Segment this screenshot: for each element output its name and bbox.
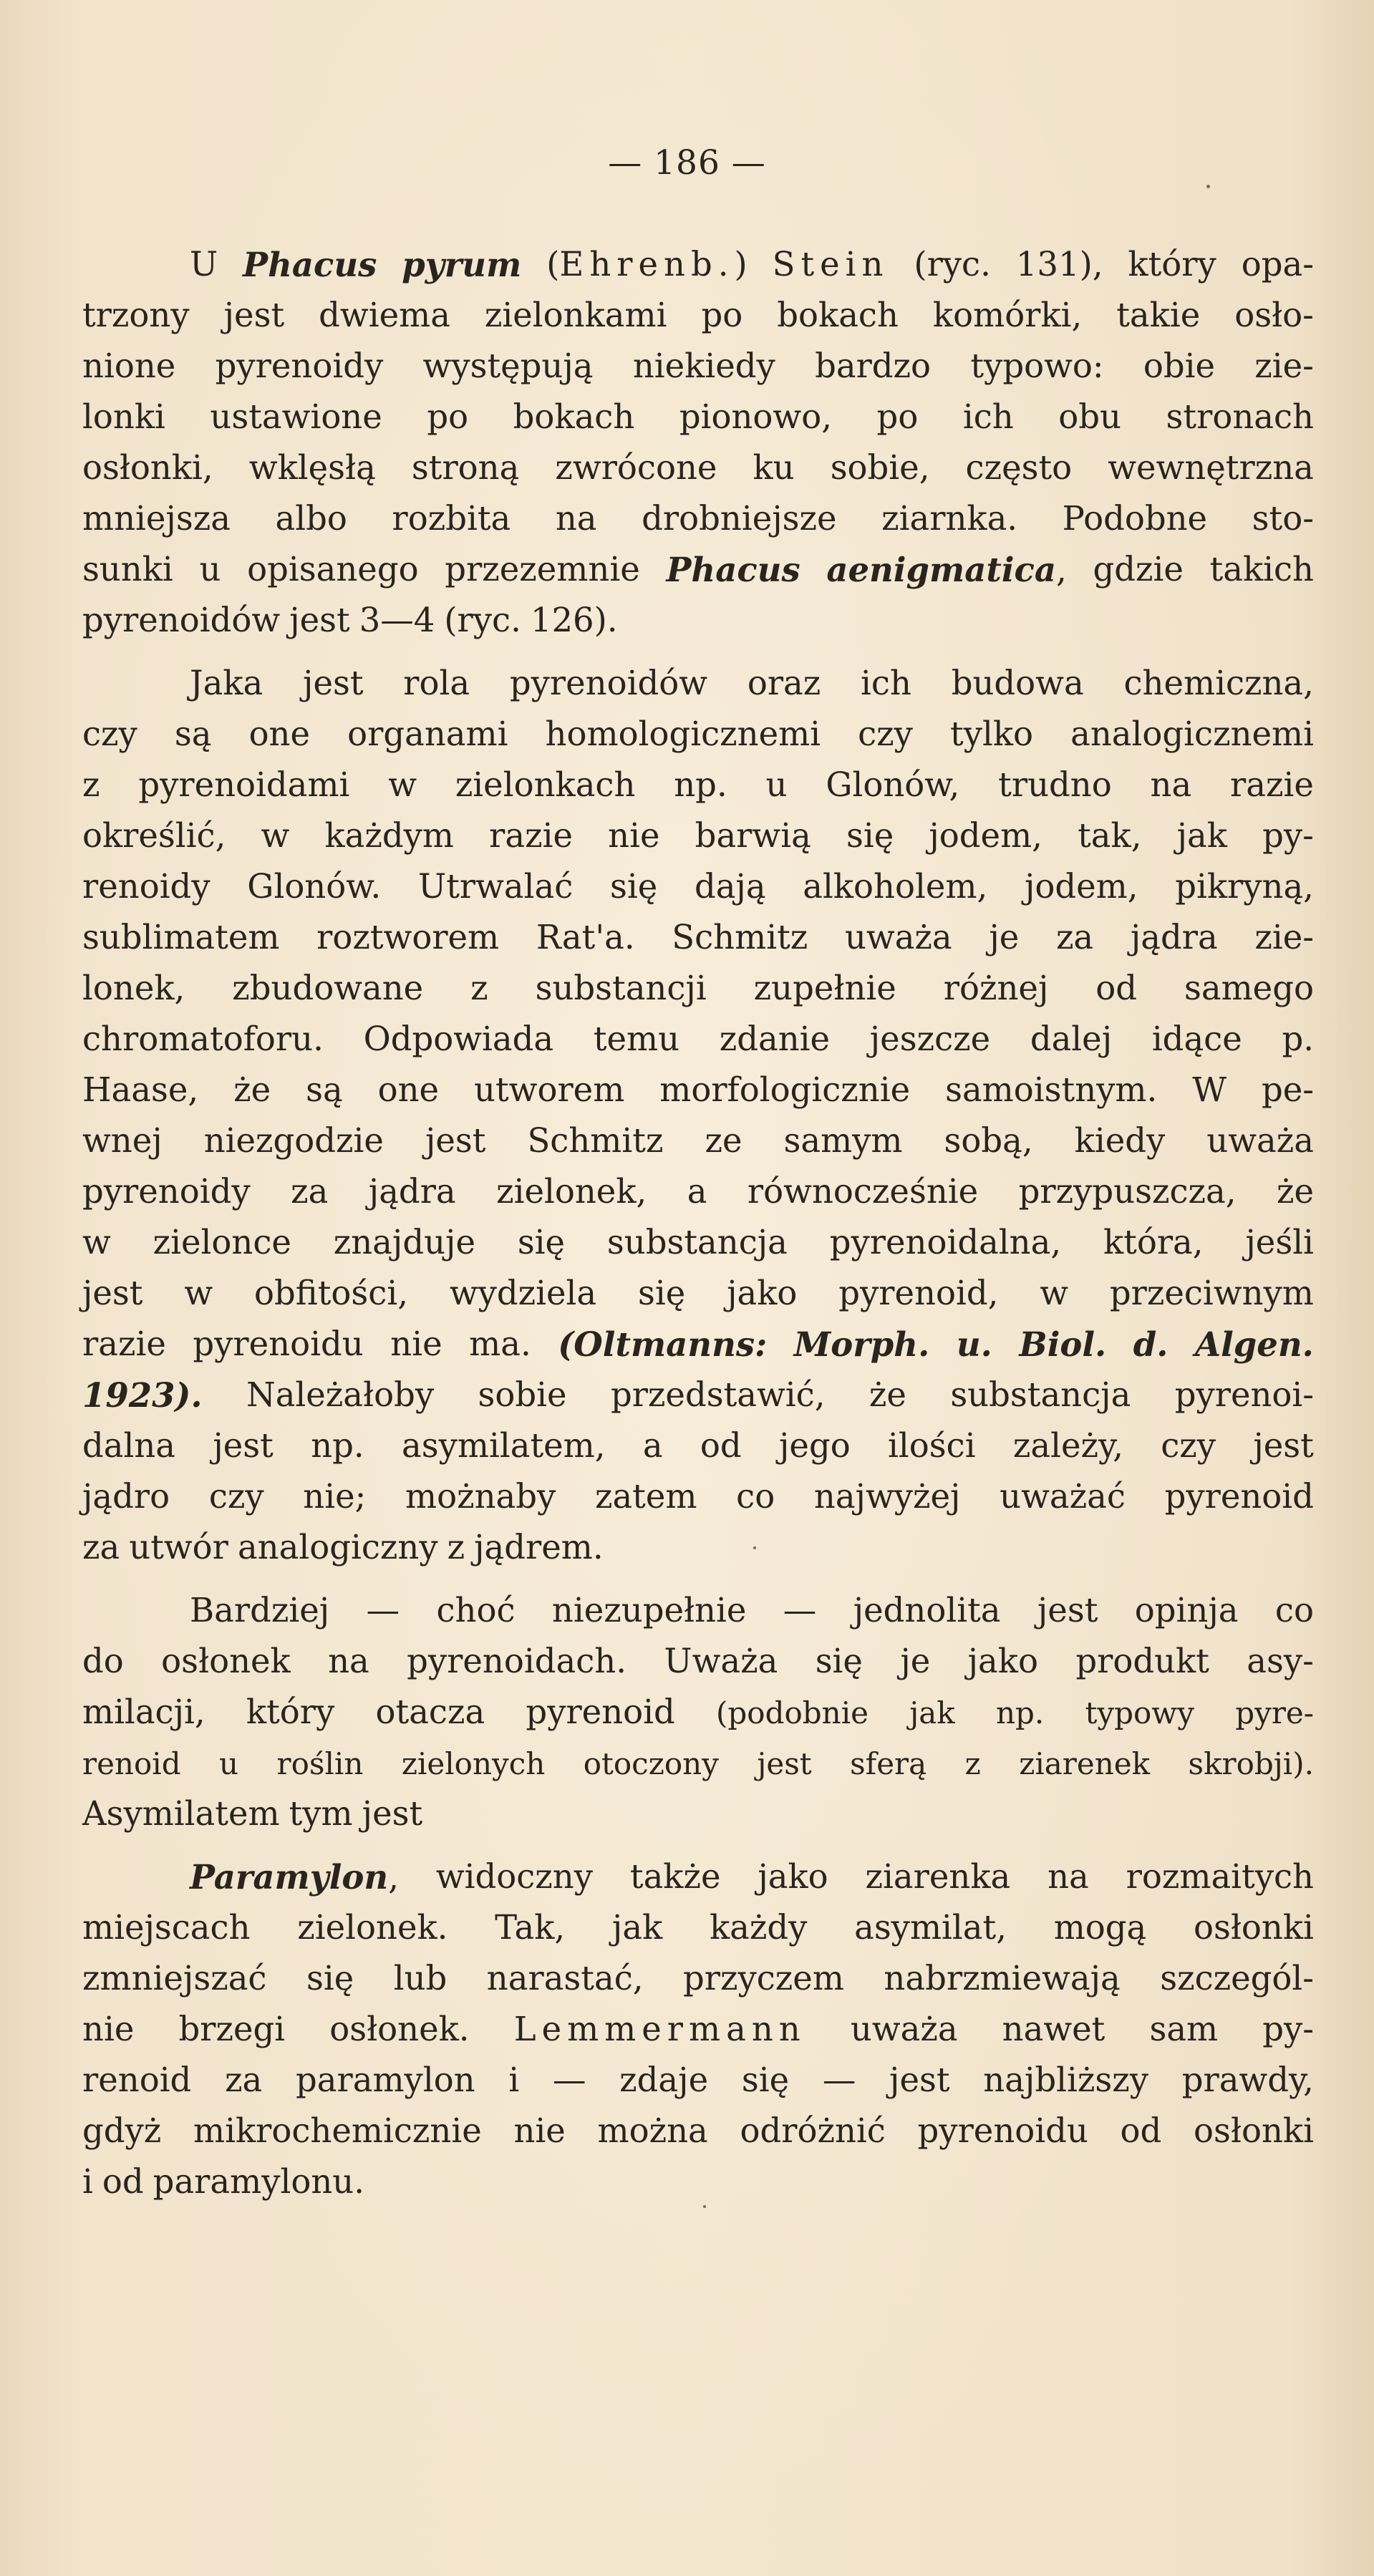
page-number: — 186 — bbox=[608, 143, 766, 183]
text-line: U Phacus pyrum (Ehrenb.) Stein (ryc. 131), który opa- bbox=[190, 245, 1314, 284]
paragraph bbox=[82, 239, 1314, 646]
text-line: z pyrenoidami w zielonkach np. u Glonów, trudno na razie bbox=[82, 765, 1314, 804]
text-line: pyrenoidów jest 3—4 (ryc. 126). bbox=[82, 601, 618, 639]
text-line: gdyż mikrochemicznie nie można odróżnić pyrenoidu od osłonki bbox=[82, 2111, 1314, 2150]
text-line: 1923). Należałoby sobie przedstawić, że substancja pyrenoi- bbox=[82, 1375, 1314, 1415]
text-line: trzony jest dwiema zielonkami po bokach komórki, takie osło- bbox=[82, 296, 1314, 334]
text-line: sublimatem roztworem Rat'a. Schmitz uważa je za jądra zie- bbox=[82, 918, 1314, 957]
text-line: czy są one organami homologicznemi czy tylko analogicznemi bbox=[82, 715, 1314, 753]
text-line: nione pyrenoidy występują niekiedy bardzo typowo: obie zie- bbox=[82, 347, 1314, 385]
text-line: i od paramylonu. bbox=[82, 2162, 365, 2201]
text-line: miejscach zielonek. Tak, jak każdy asymilat, mogą osłonki bbox=[82, 1908, 1314, 1947]
text-line: lonki ustawione po bokach pionowo, po ich obu stronach bbox=[82, 397, 1314, 436]
text-line: razie pyrenoidu nie ma. (Oltmanns: Morph. u. Biol. d. Algen. bbox=[82, 1325, 1314, 1364]
text-line: Bardziej — choć niezupełnie — jednolita jest opinja co bbox=[190, 1591, 1314, 1630]
text-line: Paramylon, widoczny także jako ziarenka na rozmaitych bbox=[190, 1857, 1314, 1897]
text-line: renoidy Glonów. Utrwalać się dają alkoholem, jodem, pikryną, bbox=[82, 867, 1314, 906]
text-line: wnej niezgodzie jest Schmitz ze samym sobą, kiedy uważa bbox=[82, 1121, 1314, 1160]
paragraph bbox=[82, 1851, 1314, 2207]
text-line: dalna jest np. asymilatem, a od jego ilości zależy, czy jest bbox=[82, 1426, 1314, 1465]
text-line: osłonki, wklęsłą stroną zwrócone ku sobie, często wewnętrzna bbox=[82, 448, 1314, 487]
paper-speck bbox=[753, 1546, 756, 1549]
text-line: renoid za paramylon i — zdaje się — jest najbliższy prawdy, bbox=[82, 2061, 1314, 2099]
text-line: Jaka jest rola pyrenoidów oraz ich budowa chemiczna, bbox=[190, 664, 1314, 702]
text-line: w zielonce znajduje się substancja pyrenoidalna, która, jeśli bbox=[82, 1223, 1314, 1262]
text-line: określić, w każdym razie nie barwią się jodem, tak, jak py- bbox=[82, 816, 1314, 855]
text-line: sunki u opisanego przezemnie Phacus aenigmatica, gdzie takich bbox=[82, 550, 1314, 589]
text-line: lonek, zbudowane z substancji zupełnie różnej od samego bbox=[82, 969, 1314, 1007]
paragraph bbox=[82, 1585, 1314, 1839]
text-line: za utwór analogiczny z jądrem. bbox=[82, 1528, 604, 1567]
text-line: jest w obfitości, wydziela się jako pyrenoid, w przeciwnym bbox=[82, 1274, 1314, 1312]
text-line: pyrenoidy za jądra zielonek, a równocześnie przypuszcza, że bbox=[82, 1172, 1314, 1211]
text-line: renoid u roślin zielonych otoczony jest sferą z ziarenek skrobji). bbox=[82, 1746, 1314, 1781]
text-line: chromatoforu. Odpowiada temu zdanie jeszcze dalej idące p. bbox=[82, 1020, 1314, 1058]
text-line: jądro czy nie; możnaby zatem co najwyżej uważać pyrenoid bbox=[82, 1477, 1314, 1516]
text-line: zmniejszać się lub narastać, przyczem nabrzmiewają szczegól- bbox=[82, 1959, 1314, 1998]
paper-speck bbox=[1206, 185, 1210, 188]
paper-speck bbox=[703, 2205, 706, 2208]
paragraph bbox=[82, 658, 1314, 1573]
text-line: nie brzegi osłonek. Lemmermann uważa nawet sam py- bbox=[82, 2010, 1314, 2048]
text-line: Asymilatem tym jest bbox=[82, 1794, 423, 1833]
text-line: do osłonek na pyrenoidach. Uważa się je jako produkt asy- bbox=[82, 1642, 1314, 1680]
text-line: mniejsza albo rozbita na drobniejsze ziarnka. Podobne sto- bbox=[82, 499, 1314, 538]
text-line: Haase, że są one utworem morfologicznie samoistnym. W pe- bbox=[82, 1070, 1314, 1109]
body-text bbox=[82, 239, 1314, 2207]
text-line: milacji, który otacza pyrenoid (podobnie jak np. typowy pyre- bbox=[82, 1693, 1314, 1731]
